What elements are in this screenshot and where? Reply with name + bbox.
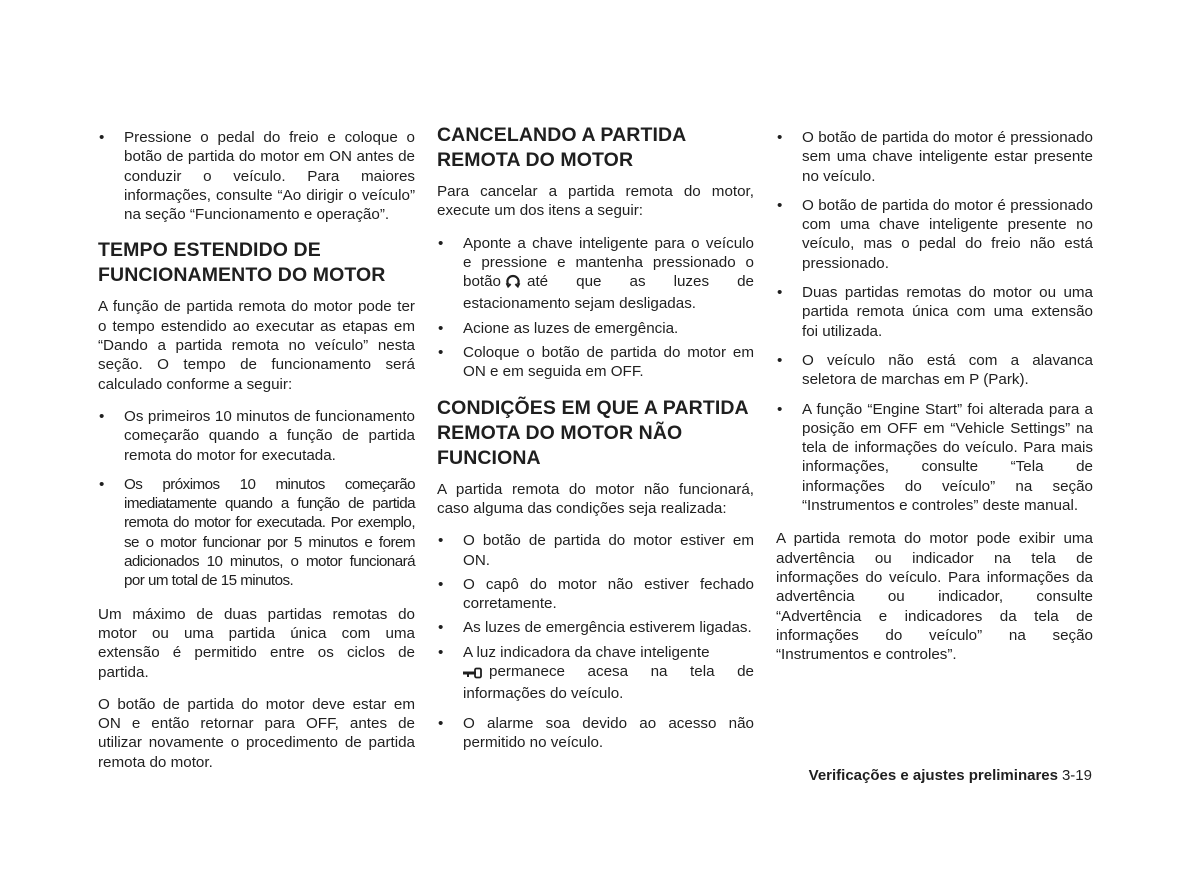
heading-condicoes: CONDIÇÕES EM QUE A PARTIDA REMOTA DO MOTOR NÃO FUNCIONA: [437, 396, 749, 469]
heading-cancelando: CANCELANDO A PARTIDA REMOTA DO MOTOR: [437, 124, 686, 171]
time-list: [98, 407, 415, 591]
column-3: [776, 128, 1093, 677]
list-item: • Os próximos 10 minutos começarão imediatamente quando a função de partida remota do motor for executada. Por exemplo, se o motor funcionar por 5 minutos e forem adicionados 10 minutos, o motor funcionará por um total de 15 minutos.: [98, 475, 415, 591]
list-item: • Coloque o botão de partida do motor em ON e em seguida em OFF.: [437, 343, 754, 382]
remote-start-icon: [505, 273, 521, 294]
footer-section-title: Verificações e ajustes preliminares: [808, 767, 1058, 784]
list-item: • Acione as luzes de emergência.: [437, 319, 754, 338]
list-item: [98, 128, 415, 224]
list-item: • A luz indicadora da chave inteligente permanece acesa na tela de informações do veículo.: [437, 643, 754, 704]
list-item: • O alarme soa devido ao acesso não permitido no veículo.: [437, 714, 754, 753]
page-number: 3-19: [1061, 767, 1092, 784]
list-item: • O veículo não está com a alavanca seletora de marchas em P (Park).: [776, 351, 1093, 390]
paragraph: Para cancelar a partida remota do motor, execute um dos itens a seguir:: [437, 183, 754, 220]
list-item: • Aponte a chave inteligente para o veículo e pressione e mantenha pressionado o botão até que as luzes de estacionamento sejam desligadas.: [437, 234, 754, 314]
column-1: [98, 128, 415, 785]
list-item: • O capô do motor não estiver fechado corretamente.: [437, 575, 754, 614]
list-item: • As luzes de emergência estiverem ligadas.: [437, 618, 754, 637]
list-item: • Duas partidas remotas do motor ou uma partida remota única com uma extensão foi utilizada.: [776, 283, 1093, 341]
cancel-list: [437, 234, 754, 382]
smart-key-indicator-icon: [463, 665, 483, 684]
list-item-text: Pressione o pedal do freio e coloque o botão de partida do motor em ON antes de conduzir o veículo. Para maiores informações, consulte “Ao dirigir o veículo” na seção “Funcionamento e operação”.: [124, 129, 415, 224]
list-item: • A função “Engine Start” foi alterada para a posição em OFF em “Vehicle Settings” na tela de informações do veículo. Para mais informações, consulte “Tela de informações do veículo” na seção “Instrumentos e controles” deste manual.: [776, 400, 1093, 516]
paragraph: O botão de partida do motor deve estar em ON e então retornar para OFF, antes de utilizar novamente o procedimento de partida remota do motor.: [98, 695, 415, 771]
paragraph: Um máximo de duas partidas remotas do motor ou uma partida única com uma extensão é permitido entre os ciclos de partida.: [98, 605, 415, 681]
paragraph: A partida remota do motor não funcionará, caso alguma das condições seja realizada:: [437, 480, 754, 517]
list-item: • O botão de partida do motor é pressionado sem uma chave inteligente estar presente no veículo.: [776, 128, 1093, 186]
paragraph: A função de partida remota do motor pode ter o tempo estendido ao executar as etapas em “Dando a partida remota no veículo” nesta seção. O tempo de funcionamento será calculado conforme a seguir:: [98, 298, 415, 393]
heading-tempo-estendido: TEMPO ESTENDIDO DE FUNCIONAMENTO DO MOTOR: [98, 239, 386, 287]
list-item: • O botão de partida do motor estiver em ON.: [437, 531, 754, 570]
list-item: • Os primeiros 10 minutos de funcionamento começarão quando a função de partida remota do motor for executada.: [98, 407, 415, 465]
column-2: [437, 124, 754, 766]
paragraph: A partida remota do motor pode exibir uma advertência ou indicador na tela de informações do veículo. Para informações da advertência ou indicador, consulte “Advertência e indicadores da tela de informações do veículo” na seção “Instrumentos e controles”.: [776, 530, 1093, 664]
list-item: • O botão de partida do motor é pressionado com uma chave inteligente presente no veículo, mas o pedal do freio não está pressionado.: [776, 196, 1093, 273]
conditions-list-continued: [776, 128, 1093, 515]
page-footer: [809, 766, 1092, 786]
conditions-list: [437, 531, 754, 752]
intro-list: [98, 128, 415, 224]
